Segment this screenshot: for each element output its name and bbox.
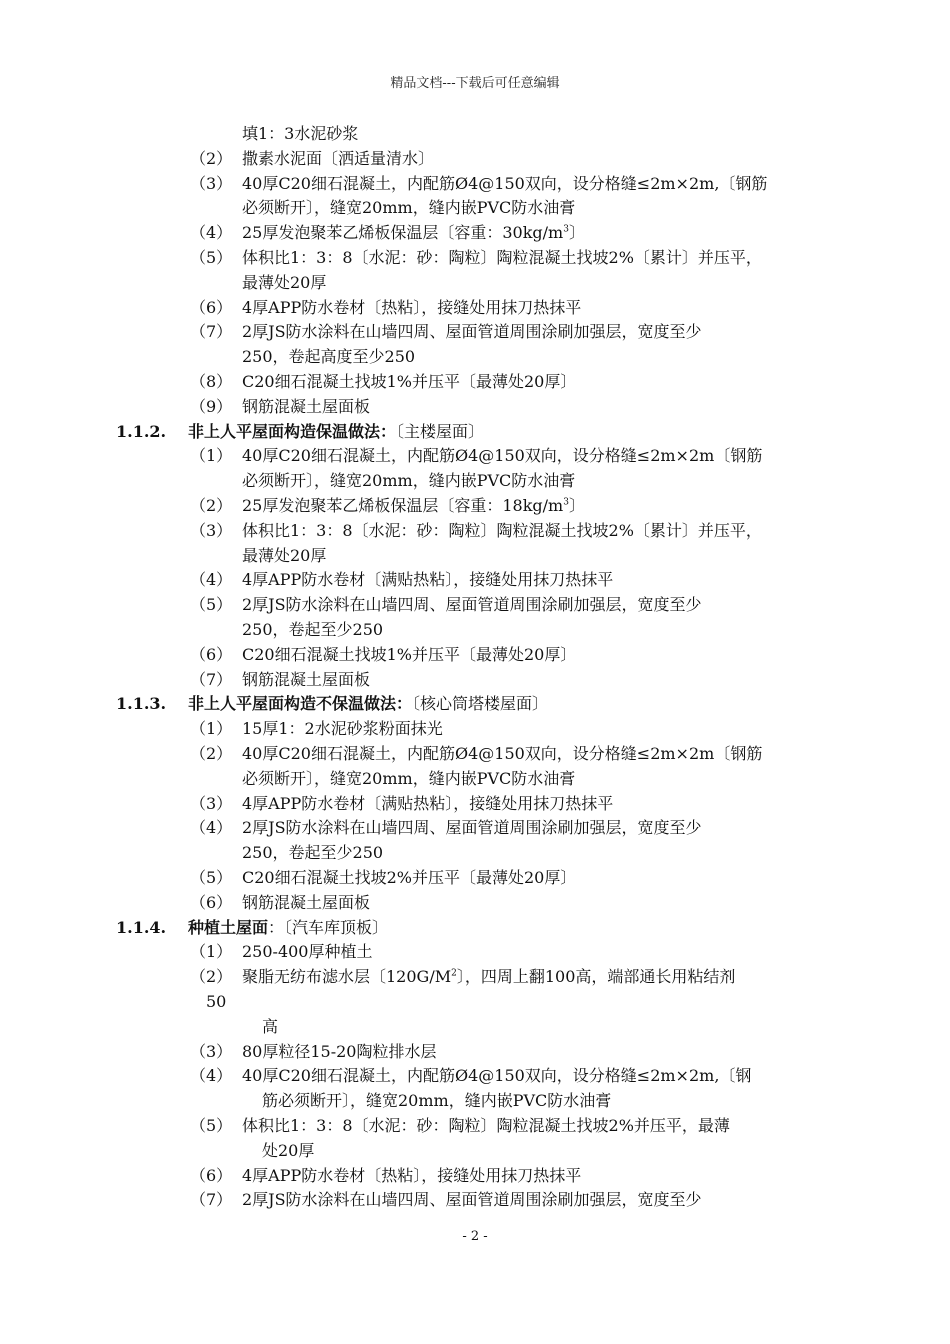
- item-number: （3）: [190, 1041, 233, 1061]
- item-text: 80厚粒径15-20陶粒排水层: [242, 1041, 437, 1061]
- list-item: [190, 298, 581, 318]
- item-text: 填1：3水泥砂浆: [242, 124, 359, 143]
- item-text: 必须断开〕，缝宽20mm，缝内嵌PVC防水油膏: [242, 471, 576, 491]
- item-text: 25厚发泡聚苯乙烯板保温层〔容重：30kg/m: [242, 223, 564, 243]
- list-item-continuation: [262, 1017, 278, 1037]
- item-number: （5）: [190, 595, 233, 615]
- list-item-continuation: [242, 124, 358, 144]
- item-text: 最薄处20厚: [242, 272, 327, 292]
- superscript: 2: [451, 968, 457, 979]
- item-text: 必须断开〕，缝宽20mm，缝内嵌PVC防水油膏: [242, 768, 576, 788]
- list-item: [190, 149, 434, 169]
- section-note: 〔核心筒塔楼屋面〕: [412, 694, 549, 714]
- item-text: 必须断开〕，缝宽20mm，缝内嵌PVC防水油膏: [242, 198, 576, 218]
- item-number: （7）: [190, 1190, 233, 1210]
- item-text: 4厚APP防水卷材〔满贴热粘〕，接缝处用抹刀热抹平: [242, 570, 614, 590]
- list-item-continuation: [242, 620, 383, 640]
- list-item-continuation: [242, 769, 575, 789]
- list-item-continuation: [242, 273, 326, 293]
- list-item: [190, 645, 576, 665]
- page-header: 精品文档---下载后可任意编辑: [390, 76, 560, 91]
- item-text: 40厚C20细石混凝土，内配筋Ø4@150双向，设分格缝≤2m×2m〔钢筋: [242, 744, 763, 763]
- list-item-continuation: [242, 843, 383, 863]
- item-text: 50: [206, 992, 227, 1011]
- section-heading: [116, 694, 548, 714]
- section-note: 〔主楼屋面〕: [396, 421, 485, 441]
- list-item: [190, 818, 702, 838]
- item-number: （8）: [190, 372, 233, 391]
- list-item: [190, 967, 735, 987]
- item-text: 体积比1：3：8〔水泥：砂：陶粒〕陶粒混凝土找坡2%〔累计〕并压平，: [242, 248, 762, 267]
- list-item: [190, 868, 576, 888]
- item-number: （6）: [190, 1165, 233, 1185]
- superscript: 3: [563, 224, 569, 235]
- section-title: 种植土屋面: [188, 917, 269, 937]
- item-text: 250，卷起至少250: [242, 843, 384, 863]
- item-text: 25厚发泡聚苯乙烯板保温层〔容重：18kg/m: [242, 496, 564, 515]
- item-text: 250，卷起高度至少250: [242, 347, 416, 367]
- item-text: 撒素水泥面〔洒适量清水〕: [242, 148, 435, 168]
- item-text: 最薄处20厚: [242, 545, 327, 565]
- section-title: 非上人平屋面构造保温做法：: [188, 421, 397, 441]
- list-item: [190, 893, 370, 913]
- list-item: [190, 794, 613, 814]
- section-heading: [116, 918, 388, 938]
- list-item: [190, 174, 767, 194]
- item-number: （3）: [190, 793, 233, 813]
- list-item: [190, 322, 702, 342]
- item-text: 250，卷起至少250: [242, 620, 384, 639]
- section-number: 1.1.3.: [116, 694, 167, 714]
- item-number: （2）: [190, 496, 233, 515]
- list-item-continuation: [242, 347, 415, 367]
- item-text: 2厚JS防水涂料在山墙四周、屋面管道周围涂刷加强层，宽度至少: [242, 818, 702, 838]
- list-item: [190, 496, 585, 516]
- list-item: [190, 670, 370, 690]
- item-text-tail: 〕: [568, 496, 585, 515]
- list-item: [190, 1116, 730, 1136]
- item-text: 2厚JS防水涂料在山墙四周、屋面管道周围涂刷加强层，宽度至少: [242, 322, 702, 342]
- item-text: C20细石混凝土找坡1%并压平〔最薄处20厚〕: [242, 372, 577, 391]
- item-number: （2）: [190, 967, 233, 987]
- item-number: （6）: [190, 297, 233, 317]
- item-number: （5）: [190, 1116, 233, 1135]
- item-text: 250-400厚种植土: [242, 942, 373, 962]
- item-number: （1）: [190, 446, 233, 466]
- item-text-tail: 〕，四周上翻100高，端部通长用粘结剂: [456, 967, 736, 987]
- list-item: [190, 595, 702, 615]
- item-number: （7）: [190, 669, 233, 689]
- item-text: C20细石混凝土找坡1%并压平〔最薄处20厚〕: [242, 644, 577, 664]
- item-number: （6）: [190, 644, 233, 664]
- item-text: 2厚JS防水涂料在山墙四周、屋面管道周围涂刷加强层，宽度至少: [242, 1190, 702, 1210]
- item-number: （7）: [190, 322, 233, 342]
- item-number: （2）: [190, 148, 233, 168]
- list-item-continuation: [206, 992, 226, 1012]
- item-text: 40厚C20细石混凝土，内配筋Ø4@150双向，设分格缝≤2m×2m,〔钢: [242, 1066, 752, 1086]
- item-text: 4厚APP防水卷材〔热粘〕，接缝处用抹刀热抹平: [242, 297, 582, 317]
- item-number: （4）: [190, 1066, 233, 1086]
- list-item: [190, 942, 373, 962]
- list-item: [190, 1042, 437, 1062]
- item-number: （4）: [190, 570, 233, 590]
- section-number: 1.1.4.: [116, 917, 167, 937]
- item-text: 体积比1：3：8〔水泥：砂：陶粒〕陶粒混凝土找坡2%并压平，最薄: [242, 1116, 730, 1135]
- list-item: [190, 1066, 751, 1086]
- item-text-tail: 〕: [568, 223, 585, 243]
- list-item: [190, 1190, 702, 1210]
- list-item: [190, 521, 762, 541]
- list-item-continuation: [262, 1141, 314, 1161]
- section-number: 1.1.2.: [116, 421, 167, 441]
- list-item: [190, 248, 762, 268]
- list-item: [190, 719, 443, 739]
- list-item: [190, 744, 762, 764]
- page-number: - 2 -: [462, 1229, 488, 1244]
- item-text: 4厚APP防水卷材〔热粘〕，接缝处用抹刀热抹平: [242, 1165, 582, 1185]
- item-text: 钢筋混凝土屋面板: [242, 669, 371, 689]
- item-number: （3）: [190, 520, 233, 540]
- list-item: [190, 223, 585, 243]
- list-item: [190, 372, 576, 392]
- item-text: 40厚C20细石混凝土，内配筋Ø4@150双向，设分格缝≤2m×2m,〔钢筋: [242, 173, 768, 193]
- item-number: （4）: [190, 818, 233, 838]
- item-number: （3）: [190, 173, 233, 193]
- item-text: 处20厚: [262, 1140, 315, 1160]
- item-number: （2）: [190, 744, 233, 763]
- item-text: 体积比1：3：8〔水泥：砂：陶粒〕陶粒混凝土找坡2%〔累计〕并压平，: [242, 520, 762, 540]
- item-text: 钢筋混凝土屋面板: [242, 892, 371, 912]
- list-item: [190, 397, 370, 417]
- item-text: 40厚C20细石混凝土，内配筋Ø4@150双向，设分格缝≤2m×2m〔钢筋: [242, 446, 763, 466]
- item-text: 高: [262, 1016, 279, 1036]
- section-title: 非上人平屋面构造不保温做法：: [188, 694, 413, 714]
- list-item-continuation: [242, 471, 575, 491]
- item-text: 钢筋混凝土屋面板: [242, 396, 371, 416]
- item-text: 15厚1：2水泥砂浆粉面抹光: [242, 719, 443, 739]
- list-item-continuation: [262, 1091, 611, 1111]
- item-number: （4）: [190, 223, 233, 243]
- section-note: ：〔汽车库顶板〕: [268, 917, 389, 937]
- superscript: 3: [563, 497, 569, 508]
- item-number: （5）: [190, 868, 233, 887]
- item-number: （6）: [190, 892, 233, 912]
- item-text: 2厚JS防水涂料在山墙四周、屋面管道周围涂刷加强层，宽度至少: [242, 595, 702, 615]
- list-item-continuation: [242, 198, 575, 218]
- section-heading: [116, 422, 484, 442]
- item-number: （1）: [190, 719, 233, 739]
- list-item: [190, 446, 762, 466]
- item-number: （1）: [190, 942, 233, 962]
- item-text: C20细石混凝土找坡2%并压平〔最薄处20厚〕: [242, 868, 577, 887]
- item-text: 聚脂无纺布滤水层〔120G/M: [242, 967, 452, 987]
- list-item: [190, 570, 613, 590]
- item-number: （9）: [190, 396, 233, 416]
- item-text: 4厚APP防水卷材〔满贴热粘〕，接缝处用抹刀热抹平: [242, 793, 614, 813]
- item-number: （5）: [190, 248, 233, 267]
- list-item: [190, 1166, 581, 1186]
- list-item-continuation: [242, 546, 326, 566]
- item-text: 筋必须断开〕，缝宽20mm，缝内嵌PVC防水油膏: [262, 1091, 612, 1111]
